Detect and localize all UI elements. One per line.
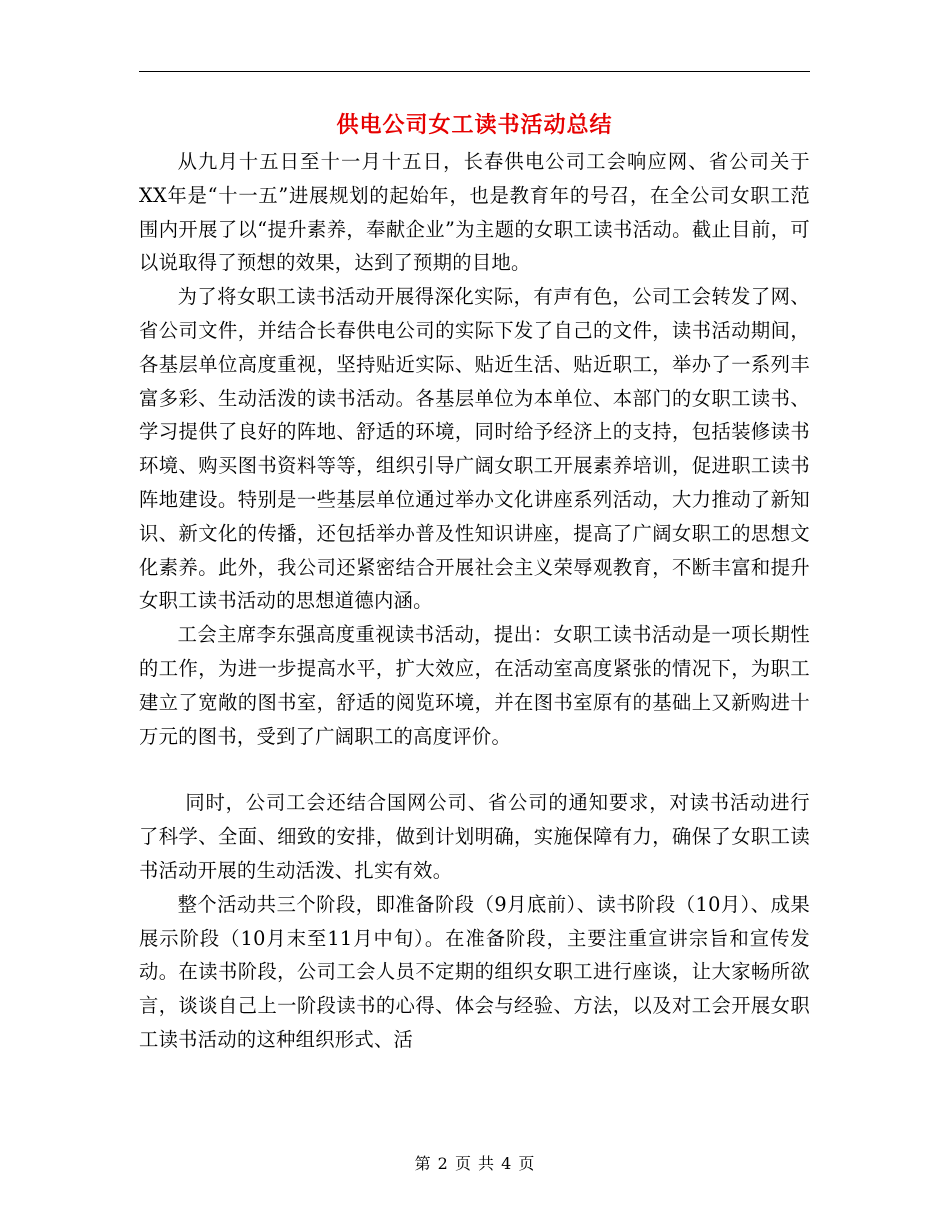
paragraph-3: 工会主席李东强高度重视读书活动，提出：女职工读书活动是一项长期性的工作，为进一步提高水平，扩大效应，在活动室高度紧张的情况下，为职工建立了宽敞的图书室，舒适的阅览环境，并在图书室原有的基础上又新购进十万元的图书，受到了广阔职工的高度评价。 <box>139 623 810 748</box>
document-body <box>139 145 810 1057</box>
paragraph-1: 从九月十五日至十一月十五日，长春供电公司工会响应网、省公司关于XX年是“十一五”进展规划的起始年，也是教育年的号召，在全公司女职工范围内开展了以“提升素养，奉献企业”为主题的女职工读书活动。截止目前，可以说取得了预想的效果，达到了预期的目地。 <box>139 150 810 275</box>
paragraph-2: 为了将女职工读书活动开展得深化实际，有声有色，公司工会转发了网、省公司文件，并结合长春供电公司的实际下发了自己的文件，读书活动期间，各基层单位高度重视，坚持贴近实际、贴近生活、贴近职工，举办了一系列丰富多彩、生动活泼的读书活动。各基层单位为本单位、本部门的女职工读书、学习提供了良好的阵地、舒适的环境，同时给予经济上的支持，包括装修读书环境、购买图书资料等等，组织引导广阔女职工开展素养培训，促进职工读书阵地建设。特别是一些基层单位通过举办文化讲座系列活动，大力推动了新知识、新文化的传播，还包括举办普及性知识讲座，提高了广阔女职工的思想文化素养。此外，我公司还紧密结合开展社会主义荣辱观教育，不断丰富和提升女职工读书活动的思想道德内涵。 <box>139 285 810 613</box>
blank-line <box>139 753 810 786</box>
paragraph-4: 同时，公司工会还结合国网公司、省公司的通知要求，对读书活动进行了科学、全面、细致的安排，做到计划明确，实施保障有力，确保了女职工读书活动开展的生动活泼、扎实有效。 <box>139 791 810 882</box>
paragraph-5: 整个活动共三个阶段，即准备阶段（9月底前）、读书阶段（10月）、成果展示阶段（10月末至11月中旬）。在准备阶段，主要注重宣讲宗旨和宣传发动。在读书阶段，公司工会人员不定期的组织女职工进行座谈，让大家畅所欲言，谈谈自己上一阶段读书的心得、体会与经验、方法，以及对工会开展女职工读书活动的这种组织形式、活 <box>139 892 810 1051</box>
header-rule <box>139 71 810 72</box>
document-title: 供电公司女工读书活动总结 <box>336 112 613 138</box>
page-number: 第 2 页 共 4 页 <box>414 1154 536 1173</box>
